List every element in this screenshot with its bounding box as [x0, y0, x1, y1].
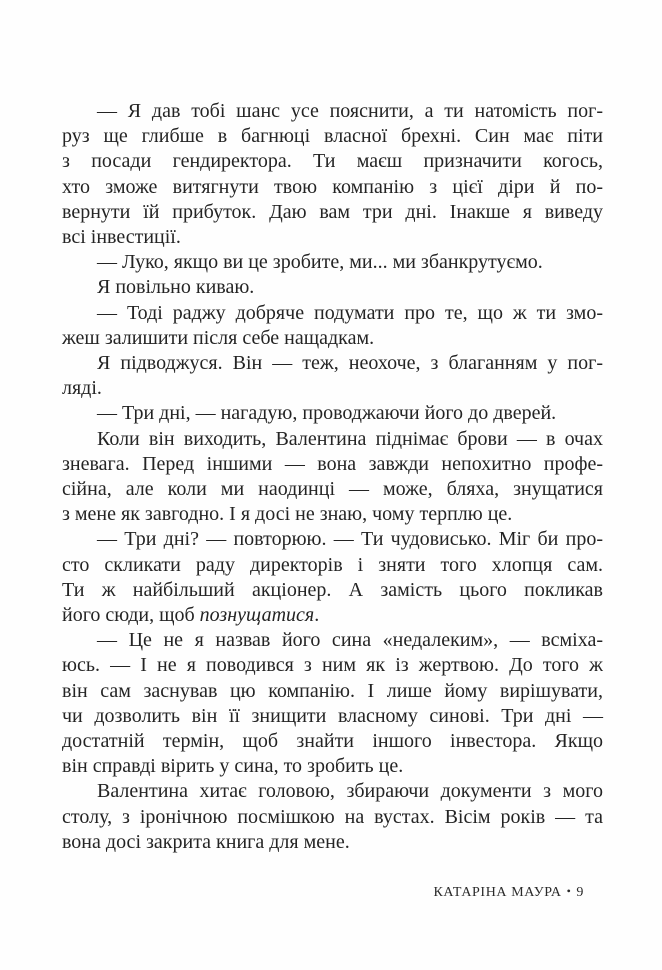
running-title: КАТАРІНА МАУРА: [433, 885, 562, 900]
text-line: юсь. — І не я поводився з ним як із жертвою. До того ж: [62, 654, 603, 677]
text-line: сійна, але коли ми наодинці — може, бляха, знущатися: [62, 478, 603, 501]
text-line: сто скликати раду директорів і зняти того хлопця сам.: [62, 553, 603, 576]
page-footer: [433, 884, 584, 901]
text-line: достатній термін, щоб знайти іншого інвестора. Якщо: [62, 730, 603, 753]
text-line: Коли він виходить, Валентина піднімає брови — в очах: [97, 427, 603, 450]
text-line: вернути їй прибуток. Даю вам три дні. Інакше я виведу: [62, 200, 603, 223]
page-number: 9: [576, 885, 584, 900]
text-line: вона досі закрита книга для мене.: [62, 830, 350, 853]
text-line: — Я дав тобі шанс усе пояснити, а ти натомість пог-: [97, 100, 603, 122]
text-line: хто зможе витягнути твою компанію з цієї діри й по-: [62, 175, 603, 198]
paragraph: [62, 401, 603, 426]
paragraph: [62, 628, 603, 779]
text-line: — Луко, якщо ви це зробите, ми... ми збанкрутуємо.: [97, 251, 543, 274]
text-line: Ти ж найбільший акціонер. А замість цього покликав: [62, 578, 603, 601]
text-line: чи дозволить він її знищити власному синові. Три дні —: [62, 704, 603, 727]
text-line: Я повільно киваю.: [97, 276, 255, 299]
text-line: Я підводжуся. Він — теж, неохоче, з благанням у пог-: [97, 352, 603, 375]
text-line: він сам заснував цю компанію. І лише йому вирішувати,: [62, 679, 603, 702]
paragraph: [62, 779, 603, 855]
text-line: він справді вірить у сина, то зробить це.: [62, 755, 404, 778]
paragraph: [62, 99, 603, 250]
text-line: ляді.: [62, 377, 102, 400]
text-line: — Це не я назвав його сина «недалеким», — всміха-: [97, 629, 603, 652]
text-line: з мене як завгодно. І я досі не знаю, чому терплю це.: [62, 503, 513, 526]
text-line: — Три дні? — повторюю. — Ти чудовисько. Міг би про-: [97, 528, 603, 551]
text-line: руз ще глибше в багнюці власної брехні. Син має піти: [62, 125, 603, 148]
paragraph: [62, 351, 603, 401]
text-line: всі інвестиції.: [62, 226, 181, 249]
paragraph: [62, 527, 603, 628]
text-line: столу, з іронічною посмішкою на вустах. Вісім років — та: [62, 805, 603, 828]
page-text: [62, 99, 603, 855]
paragraph: [62, 250, 603, 275]
paragraph: [62, 275, 603, 300]
footer-separator: •: [566, 884, 572, 898]
paragraph: [62, 301, 603, 351]
text-line: — Тоді раджу добряче подумати про те, що ж ти змо-: [97, 301, 603, 324]
text-line: зневага. Перед іншими — вона завжди непохитно профе-: [62, 452, 603, 475]
text-line: — Три дні, — нагадую, проводжаючи його до дверей.: [97, 402, 557, 425]
italic-text: познущатися: [199, 604, 315, 627]
text-line: з посади гендиректора. Ти маєш призначити когось,: [62, 150, 603, 173]
text-line: його сюди, щоб познущатися.: [62, 604, 320, 627]
paragraph: [62, 427, 603, 528]
text-line: жеш залишити після себе нащадкам.: [62, 326, 375, 349]
text-line: Валентина хитає головою, збираючи документи з мого: [97, 780, 603, 803]
